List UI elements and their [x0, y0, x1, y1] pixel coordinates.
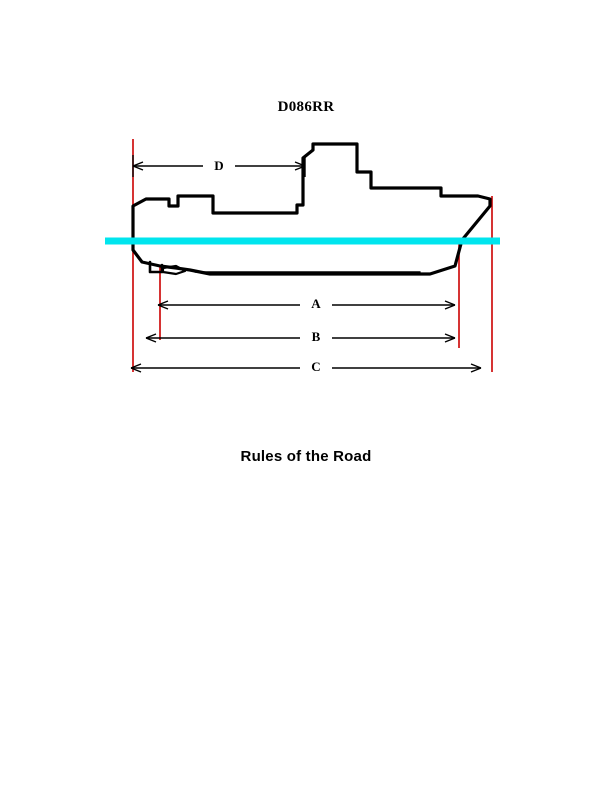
dimension-label-A: A	[300, 297, 332, 311]
figure-caption: Rules of the Road	[240, 448, 372, 465]
dimension-label-B: B	[300, 330, 332, 344]
ship-profile-path	[133, 144, 490, 274]
ship-outline	[133, 144, 490, 274]
figure-title: D086RR	[277, 99, 335, 115]
dimension-label-D: D	[203, 159, 235, 173]
dimension-label-C: C	[300, 360, 332, 374]
